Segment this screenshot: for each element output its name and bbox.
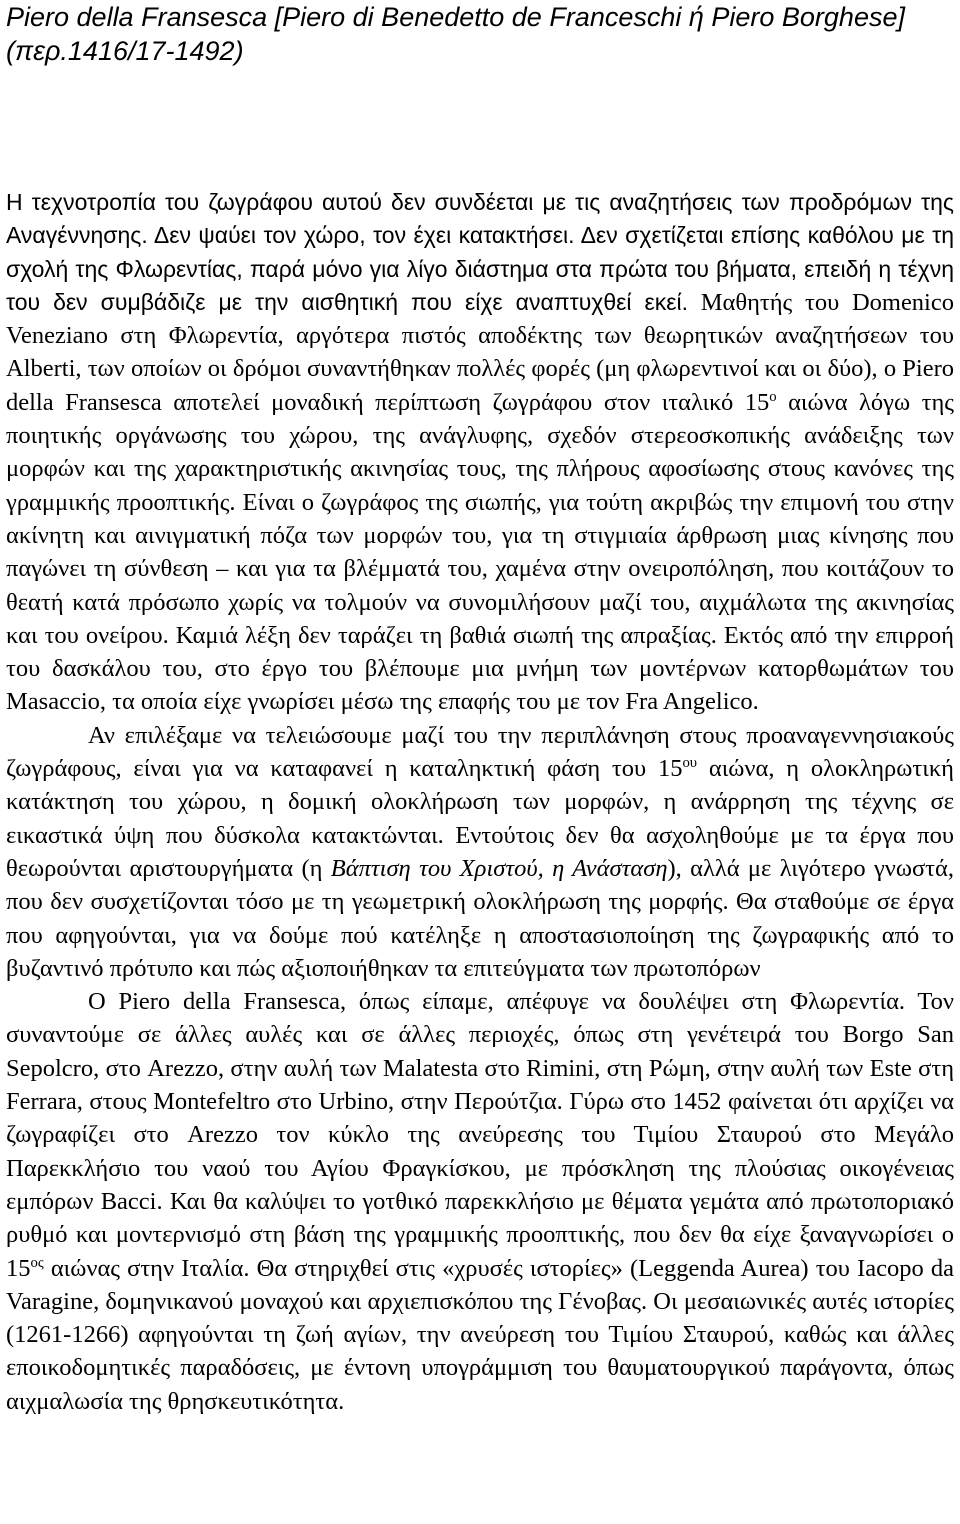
paragraph-3-text-2: αιώνας στην Ιταλία. Θα στηριχθεί στις «χρυσές ιστορίες» (Leggenda Aurea) του Iacopo da Varagine, δομηνικανού μοναχού και αρχιεπισκόπου της Γένοβας. Οι μεσαιωνικές αυτές ιστορίες (1261-1266) αφηγούνται τη ζωή αγίων, την ανεύρεση του Τιμίου Σταυρού, καθώς και άλλες εποικοδομητικές παραδόσεις, με έντονη υπογράμμιση του θαυματουργικού παράγοντα, όπως αιχμαλωσία της θρησκευτικότητα. [6, 1254, 954, 1415]
paragraph-3 [6, 985, 954, 1418]
paragraph-2-text-3: ), αλλά με λιγότερο γνωστά, που δεν συσχετίζονται τόσο με τη γεωμετρική ολοκλήρωση της μορφής. Θα σταθούμε σε έργα που αφηγούνται, για να δούμε πού κατέληξε η αποστασιοποίηση της ζωγραφικής από το βυζαντινό πρότυπο και πώς αξιοποιήθηκαν τα επιτεύγματα των πρωτοπόρων [6, 854, 954, 982]
ordinal-suffix: ος [30, 1254, 44, 1271]
document-body [6, 186, 954, 1418]
artwork-titles: Βάπτιση του Χριστού, η Ανάσταση [330, 854, 668, 882]
paragraph-1-sentence-1: Η τεχνοτροπία του ζωγράφου αυτού δεν συνδέεται με τις αναζητήσεις των προδρόμων της Αναγέννησης. Δεν ψαύει τον χώρο, τον έχει κατακτήσει. Δεν σχετίζεται επίσης καθόλου με τη σχολή της Φλωρεντίας, παρά μόνο για λίγο διάστημα στα πρώτα του βήματα, επειδή η τέχνη του δεν συμβάδιζε με την αισθητική που είχε αναπτυχθεί εκεί. [6, 189, 954, 315]
paragraph-1-sentence-2: Μαθητής του Domenico Veneziano στη Φλωρεντία, αργότερα πιστός αποδέκτης των θεωρητικών αναζητήσεων του Alberti, των οποίων οι δρόμοι συναντήθηκαν πολλές φορές (μη φλωρεντινοί και οι δύο), ο Piero della Fransesca αποτελεί μοναδική περίπτωση ζωγράφου στον ιταλικό 15 [6, 288, 954, 416]
paragraph-2-text-1: Αν επιλέξαμε να τελειώσουμε μαζί του την περιπλάνηση στους προαναγεννησιακούς ζωγράφους, είναι για να καταφανεί η καταληκτική φάση του 15 [6, 721, 954, 783]
ordinal-suffix: ο [769, 388, 777, 405]
paragraph-2-text-2: αιώνα, η ολοκληρωτική κατάκτηση του χώρου, η δομική ολοκλήρωση των μορφών, η ανάρρηση της τέχνης σε εικαστικά ύψη που δύσκολα κατακτώνται. Εντούτοις δεν θα ασχοληθούμε με τα έργα που θεωρούνται αριστουργήματα (η [6, 755, 954, 882]
paragraph-1-sentence-3: αιώνα λόγω της ποιητικής οργάνωσης του χώρου, της ανάγλυφης, σχεδόν στερεοσκοπικής ανάδειξης των μορφών και της χαρακτηριστικής ακινησίας τους, της πλήρους αφοσίωσης στους κανόνες της γραμμικής προοπτικής. Είναι ο ζωγράφος της σιωπής, για τούτη ακριβώς την επιμονή του στην ακίνητη και αινιγματική πόζα των μορφών του, για τη στιγμιαία άρθρωση μιας κίνησης που παγώνει τη σύνθεση – και για τα βλέμματά του, χαμένα στην ονειροπόληση, που κοιτάζουν το θεατή κατά πρόσωπο χωρίς να τολμούν να συνομιλήσουν μαζί του, αιχμάλωτα της ακινησίας και του ονείρου. Καμιά λέξη δεν ταράζει τη βαθιά σιωπή της απραξίας. Εκτός από την επιρροή του δασκάλου του, στο έργο του βλέπουμε μια μνήμη των μοντέρνων κατορθωμάτων του Masaccio, τα οποία είχε γνωρίσει μέσω της επαφής του με τον Fra Angelico. [6, 388, 954, 716]
paragraph-1 [6, 186, 954, 719]
paragraph-2 [6, 719, 954, 985]
paragraph-3-text-1: Ο Piero della Fransesca, όπως είπαμε, απέφυγε να δουλέψει στη Φλωρεντία. Τον συναντούμε σε άλλες αυλές και σε άλλες περιοχές, όπως στη γενέτειρά του Borgo San Sepolcro, στο Arezzo, στην αυλή των Malatesta στο Rimini, στη Ρώμη, στην αυλή των Este στη Ferrara, στους Montefeltro στο Urbino, στην Περούτζια. Γύρω στο 1452 φαίνεται ότι αρχίζει να ζωγραφίζει στο Arezzo τον κύκλο της ανεύρεσης του Τιμίου Σταυρού στο Μεγάλο Παρεκκλήσιο του ναού του Αγίου Φραγκίσκου, με πρόσκληση της πλούσιας οικογένειας εμπόρων Bacci. Και θα καλύψει το γοτθικό παρεκκλήσιο με θέματα γεμάτα από πρωτοποριακό ρυθμό και μοντερνισμό στη βάση της γραμμικής προοπτικής, που δεν θα είχε ξαναγνωρίσει ο 15 [6, 988, 954, 1282]
ordinal-suffix: ου [682, 754, 698, 771]
document-title: Piero della Fransesca [Piero di Benedetto de Franceschi ή Piero Borghese] (περ.1416/17-1492) [6, 2, 905, 66]
document-page [6, 0, 954, 1415]
